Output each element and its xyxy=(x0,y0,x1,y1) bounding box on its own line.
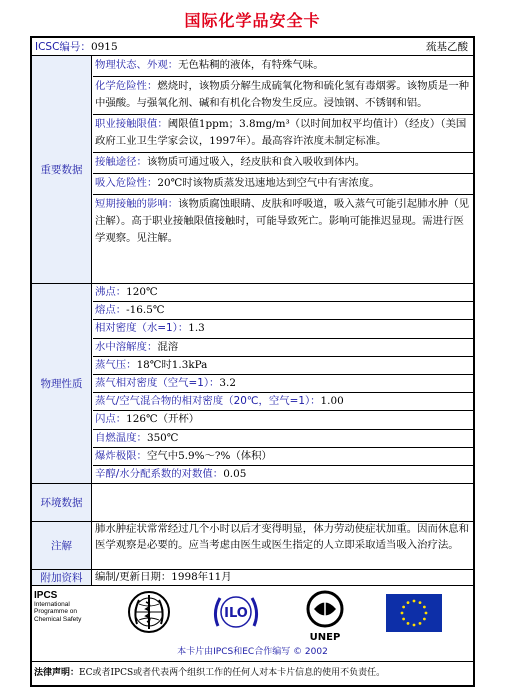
physical-property-key: 辛醇/水分配系数的对数值： xyxy=(95,467,224,480)
physical-property-key: 蒸气压： xyxy=(95,358,137,371)
physical-property-value: 1.3 xyxy=(188,322,205,335)
important-item-key: 职业接触限值： xyxy=(95,118,168,130)
important-item xyxy=(93,77,473,115)
important-item-text: 燃烧时，该物质分解生成硫氧化物和硫化氢有毒烟雾。该物质是一种中强酸。与强氧化剂、碱和有机化合物发生反应。浸蚀钢、不锈钢和铝。 xyxy=(95,80,470,109)
eu-star-icon xyxy=(425,612,428,615)
eu-star-icon xyxy=(419,601,422,604)
physical-property-value: 126℃（开杯） xyxy=(126,413,200,426)
important-item xyxy=(93,195,473,249)
physical-property xyxy=(93,430,473,448)
physical-property-key: 沸点： xyxy=(95,286,127,298)
physical-property-value: 1.00 xyxy=(320,395,344,408)
important-data-row xyxy=(32,56,473,284)
unep-logo-icon xyxy=(300,590,350,646)
important-item-text: 该物质可通过吸入，经皮肤和食入吸收到体内。 xyxy=(146,156,366,168)
important-item-key: 化学危险性： xyxy=(95,80,158,92)
important-data-content xyxy=(93,56,473,283)
physical-property xyxy=(93,393,473,411)
physical-property-key: 蒸气/空气混合物的相对密度（20℃，空气=1）： xyxy=(95,395,321,408)
important-item-text: 阈限值1ppm；3.8mg/m³（以时间加权平均值计）（经皮）（美国政府工业卫生学家会议，1997年）。最高容许浓度未制定标准。 xyxy=(95,118,467,147)
important-item xyxy=(93,153,473,174)
physical-property-key: 相对密度（水=1）： xyxy=(95,322,189,335)
important-item-key: 物理状态、外观： xyxy=(95,59,179,71)
eu-star-icon xyxy=(407,601,410,604)
important-item xyxy=(93,115,473,153)
note-row xyxy=(32,522,473,570)
physical-property-key: 爆炸极限： xyxy=(95,449,147,462)
ipcs-line-1: International xyxy=(34,601,70,608)
icsc-header xyxy=(32,38,473,56)
icsc-number: ICSC编号：0915 xyxy=(35,41,118,53)
eu-flag-icon xyxy=(386,594,442,632)
physical-property xyxy=(93,375,473,393)
environment-content xyxy=(93,484,473,521)
physical-property-value: 空气中5.9%～?%（体积） xyxy=(146,449,272,462)
eu-star-icon xyxy=(413,600,416,603)
who-logo-icon xyxy=(127,590,171,634)
ipcs-name: IPCS xyxy=(34,590,58,601)
physical-property-key: 蒸气相对密度（空气=1）： xyxy=(95,376,220,389)
eu-star-icon xyxy=(402,606,405,609)
eu-star-icon xyxy=(401,612,404,615)
physical-property-key: 闪点： xyxy=(95,413,127,426)
important-item-key: 吸入危险性： xyxy=(95,177,158,189)
physical-property xyxy=(93,302,473,320)
note-content: 肺水肿症状常常经过几个小时以后才变得明显，体力劳动使症状加重。因而休息和医学观察是必要的。应当考虑由医生或医生指定的人立即采取适当吸入治疗法。 xyxy=(95,523,470,551)
legal-statement: 法律声明：EC或者IPCS或者代表两个组织工作的任何人对本卡片信息的使用不负责任。 xyxy=(34,668,386,678)
eu-star-icon xyxy=(402,618,405,621)
physical-property-value: 混溶 xyxy=(157,340,179,353)
important-item-text: 该物质腐蚀眼睛、皮肤和呼吸道，吸入蒸气可能引起肺水肿（见注解）。高于职业接触限值接触时，可能导致死亡。影响可能推迟显现。需进行医学观察。见注解。 xyxy=(95,198,470,244)
ipcs-line-3: Chemical Safety xyxy=(34,615,82,623)
important-item-text: 无色粘稠的液体，有特殊气味。 xyxy=(178,59,324,71)
physical-properties-row xyxy=(32,284,473,484)
eu-star-icon xyxy=(413,624,416,627)
svg-text:ILO: ILO xyxy=(224,606,248,621)
important-data-label: 重要数据 xyxy=(32,56,92,283)
physical-property xyxy=(93,284,473,302)
ilo-logo-icon xyxy=(212,590,260,634)
extra-content: 编制/更新日期：1998年11月 xyxy=(95,571,232,583)
eu-star-icon xyxy=(419,622,422,625)
extra-label: 附加资料 xyxy=(32,570,92,585)
important-item-key: 接触途径： xyxy=(95,156,147,168)
physical-property xyxy=(93,411,473,429)
note-label: 注解 xyxy=(32,522,92,569)
important-item xyxy=(93,56,473,77)
eu-star-icon xyxy=(407,622,410,625)
physical-property-key: 熔点： xyxy=(95,304,127,317)
physical-property xyxy=(93,357,473,375)
cooperation-caption: 本卡片由IPCS和EC合作编写 © 2002 xyxy=(177,647,328,657)
important-item-text: 20℃时该物质蒸发迅速地达到空气中有害浓度。 xyxy=(157,177,380,189)
ipcs-line-2: Programme on xyxy=(34,608,77,616)
environment-row xyxy=(32,484,473,522)
physical-property-value: 0.05 xyxy=(223,467,247,480)
physical-property-value: 120℃ xyxy=(126,286,158,298)
physical-property-value: 18℃时1.3kPa xyxy=(136,358,208,371)
chemical-name: 巯基乙酸 xyxy=(426,41,468,53)
physical-properties-content xyxy=(93,284,473,483)
important-item xyxy=(93,174,473,195)
card-frame xyxy=(30,36,475,687)
ipcs-block xyxy=(34,590,81,623)
physical-property-key: 水中溶解度： xyxy=(95,340,158,353)
logos-section xyxy=(32,586,473,662)
physical-property xyxy=(93,320,473,338)
svg-text:UNEP: UNEP xyxy=(309,632,341,643)
physical-property xyxy=(93,339,473,357)
physical-properties-label: 物理性质 xyxy=(32,284,92,483)
physical-property-value: 350℃ xyxy=(146,431,179,444)
physical-property-key: 自燃温度： xyxy=(95,431,147,444)
important-item-key: 短期接触的影响： xyxy=(95,198,179,210)
physical-property xyxy=(93,466,473,484)
environment-label: 环境数据 xyxy=(32,484,92,521)
card-title: 国际化学品安全卡 xyxy=(184,11,321,30)
eu-star-icon xyxy=(423,606,426,609)
eu-star-icon xyxy=(423,618,426,621)
extra-row xyxy=(32,570,473,586)
physical-property-value: 3.2 xyxy=(219,376,236,389)
physical-property-value: -16.5℃ xyxy=(126,304,165,317)
physical-property xyxy=(93,448,473,466)
